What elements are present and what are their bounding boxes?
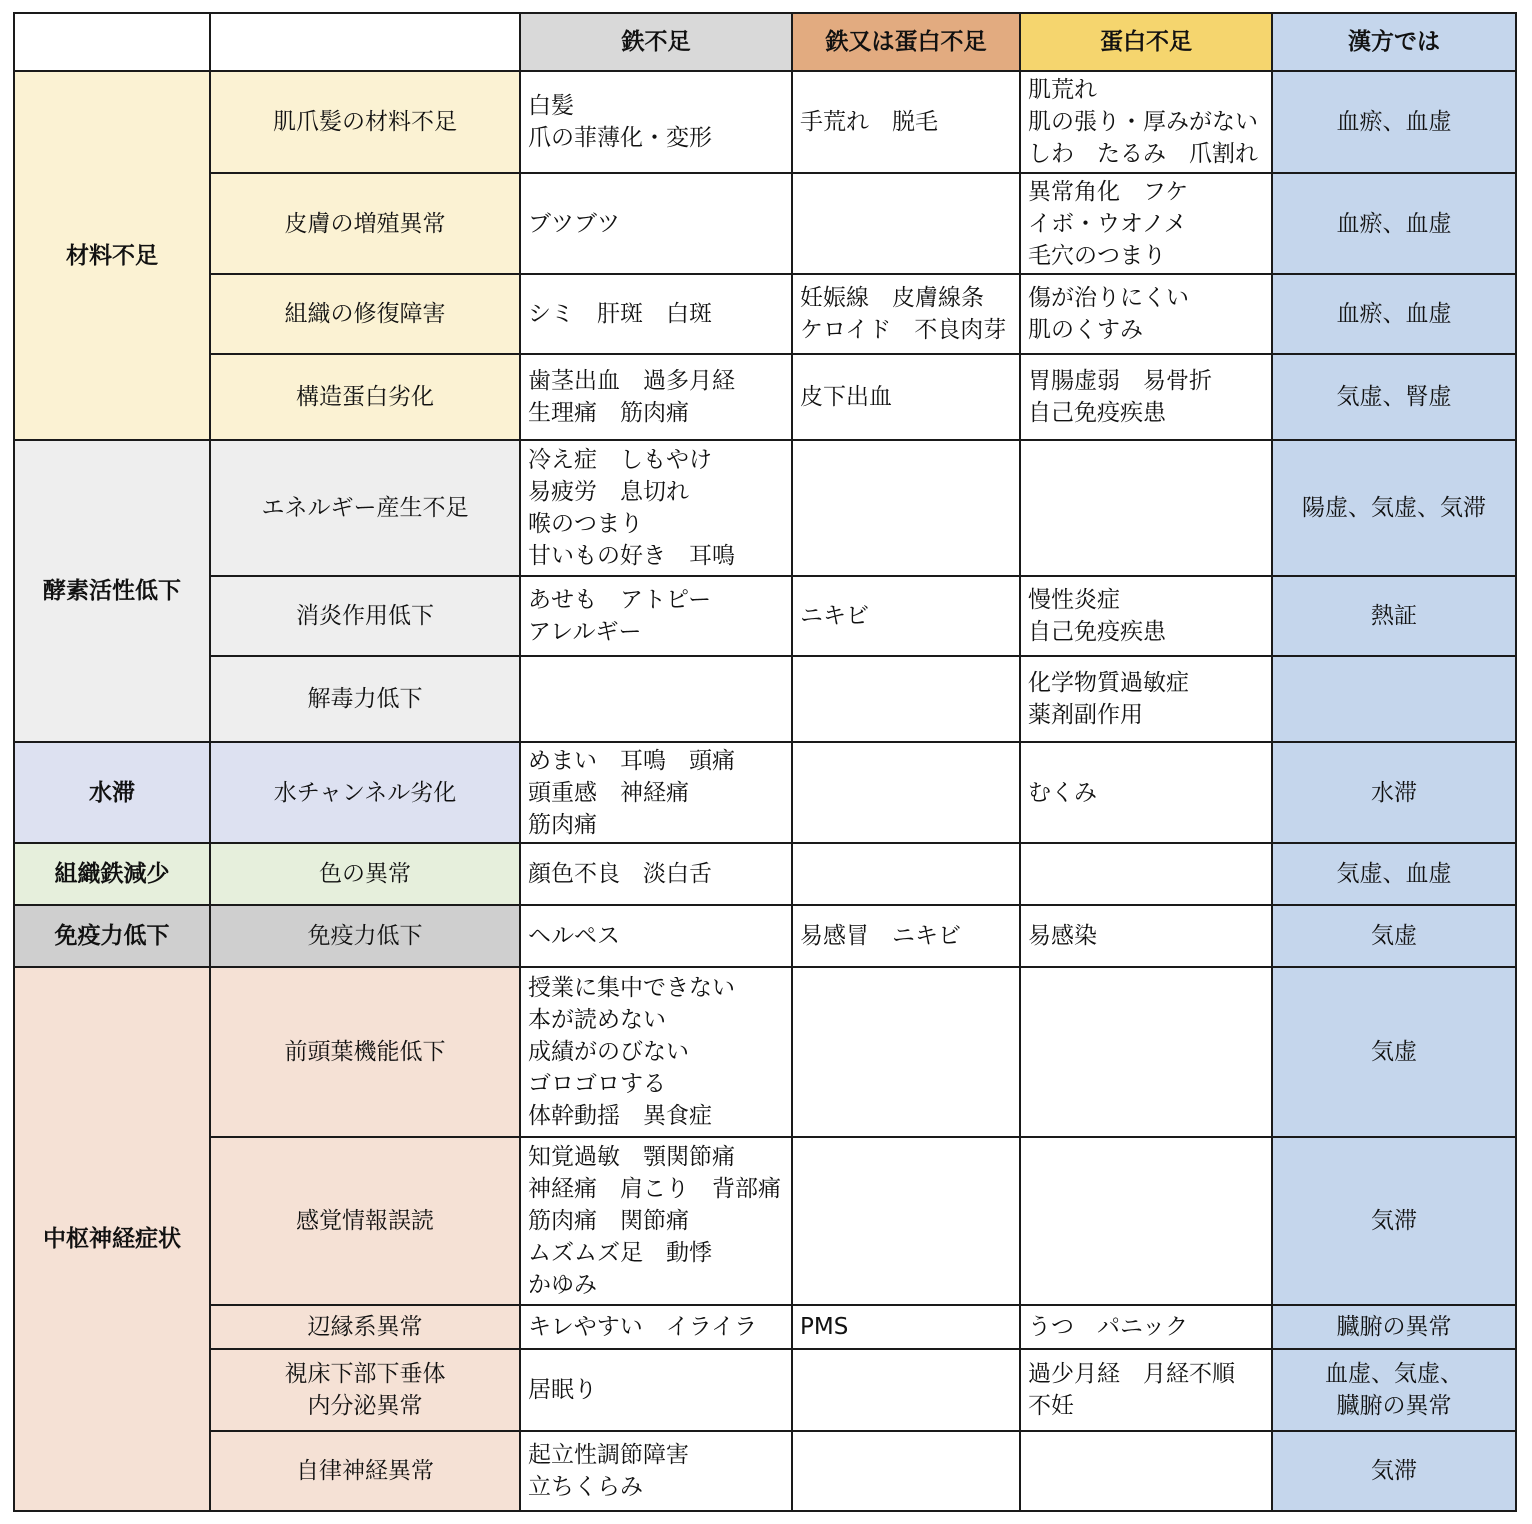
iron-or-protein-cell [792,742,1020,843]
cell-line: 喉のつまり [528,511,643,537]
table-row [14,274,1516,354]
sub-category-cell [210,354,520,440]
cell-line: ゴロゴロする [528,1071,666,1097]
iron-or-protein-cell [792,843,1020,905]
iron-cell [520,1137,792,1305]
group-label-immune: 免疫力低下 [14,905,210,967]
cell-line: 本が読めない [528,1007,666,1033]
cell-line: ブツブツ [528,210,620,237]
cell-line: 肌の張り・厚みがない [1028,109,1258,135]
kampo-cell [1272,354,1516,440]
cell-line: ヘルペス [528,923,620,949]
sub-category-cell [210,173,520,274]
kampo-cell [1272,656,1516,742]
sub-category-cell [210,742,520,843]
iron-or-protein-cell [792,354,1020,440]
cell-line: ムズムズ足 動悸 [528,1240,712,1266]
cell-line: 生理痛 筋肉痛 [528,400,689,426]
kampo-cell [1272,742,1516,843]
group-label-water: 水滞 [14,742,210,843]
cell-line: PMS [800,1314,849,1340]
group-label-tissue-iron: 組織鉄減少 [14,843,210,905]
iron-cell [520,905,792,967]
cell-line: 熱証 [1371,603,1417,629]
cell-line: あせも アトピー [528,587,712,613]
protein-cell [1020,440,1272,576]
cell-line: 臓腑の異常 [1336,1393,1452,1419]
iron-cell [520,656,792,742]
cell-line: キレやすい イライラ [528,1314,758,1340]
cell-line: 居眠り [528,1377,597,1403]
header-blank-1 [14,13,210,71]
protein-cell [1020,576,1272,656]
table-row [14,1349,1516,1431]
iron-or-protein-cell [792,905,1020,967]
cell-line: 化学物質過敏症 [1028,670,1189,696]
cell-line: 肌爪髪の材料不足 [273,109,457,135]
cell-line: 過少月経 月経不順 [1028,1361,1235,1387]
protein-cell [1020,1305,1272,1349]
cell-line: 自律神経異常 [296,1458,434,1484]
sub-category-cell [210,967,520,1137]
cell-line: 不妊 [1028,1393,1074,1419]
kampo-cell [1272,440,1516,576]
cell-line: 陽虚、気虚、気滞 [1302,495,1486,521]
sub-category-cell [210,274,520,354]
protein-cell [1020,905,1272,967]
table-row [14,742,1516,843]
cell-line: 視床下部下垂体 [284,1361,446,1387]
cell-line: ケロイド 不良肉芽 [800,317,1007,343]
table-row [14,1305,1516,1349]
kampo-cell [1272,173,1516,274]
cell-line: 免疫力低下 [307,923,423,949]
kampo-cell [1272,576,1516,656]
header-iron-or-protein: 鉄又は蛋白不足 [792,13,1020,71]
cell-line: 筋肉痛 [528,811,597,838]
cell-line: 成績がのびない [528,1039,689,1065]
cell-line: 消炎作用低下 [296,603,434,629]
group-label-material: 材料不足 [14,71,210,440]
cell-line: ニキビ [800,603,869,629]
kampo-cell [1272,71,1516,173]
cell-line: 顔色不良 淡白舌 [528,861,712,887]
header-kampo: 漢方では [1272,13,1516,71]
cell-line: 構造蛋白劣化 [296,384,434,410]
iron-cell [520,440,792,576]
protein-cell [1020,1137,1272,1305]
sub-category-cell [210,843,520,905]
cell-line: 血虚、気虚、 [1325,1361,1463,1387]
cell-line: 水滞 [1371,779,1417,806]
cell-line: 傷が治りにくい [1028,285,1189,311]
iron-or-protein-cell [792,576,1020,656]
cell-line: 異常角化 フケ [1028,178,1189,205]
cell-line: 毛穴のつまり [1028,242,1166,269]
table-row [14,905,1516,967]
cell-line: 筋肉痛 関節痛 [528,1208,689,1234]
cell-line: 起立性調節障害 [528,1442,689,1468]
cell-line: 色の異常 [319,861,411,887]
cell-line: 自己免疫疾患 [1028,400,1166,426]
cell-line: 血瘀、血虚 [1336,109,1452,135]
iron-cell [520,71,792,173]
cell-line: 前頭葉機能低下 [284,1039,446,1065]
cell-line: 血瘀、血虚 [1336,210,1452,237]
iron-cell [520,967,792,1137]
protein-cell [1020,967,1272,1137]
kampo-cell [1272,967,1516,1137]
header-protein: 蛋白不足 [1020,13,1272,71]
cell-line: 皮下出血 [800,384,892,410]
cell-line: むくみ [1028,779,1097,806]
cell-line: 立ちくらみ [528,1474,643,1500]
cell-line: 気滞 [1371,1458,1417,1484]
iron-or-protein-cell [792,1137,1020,1305]
cell-line: 白髪 [528,93,574,119]
protein-cell [1020,354,1272,440]
iron-or-protein-cell [792,71,1020,173]
cell-line: 内分泌異常 [307,1393,423,1419]
cell-line: 薬剤副作用 [1028,702,1143,728]
kampo-cell [1272,274,1516,354]
cell-line: 体幹動揺 異食症 [528,1103,712,1129]
cell-line: 胃腸虚弱 易骨折 [1028,368,1212,394]
cell-line: エネルギー産生不足 [261,495,469,521]
table-row [14,1137,1516,1305]
table-row [14,71,1516,173]
header-iron: 鉄不足 [520,13,792,71]
sub-category-cell [210,576,520,656]
protein-cell [1020,742,1272,843]
cell-line: 易疲労 息切れ [528,479,689,505]
cell-line: しわ たるみ 爪割れ [1028,141,1258,167]
iron-cell [520,1305,792,1349]
group-label-enzyme: 酵素活性低下 [14,440,210,742]
sub-category-cell [210,1305,520,1349]
protein-cell [1020,843,1272,905]
sub-category-cell [210,1349,520,1431]
cell-line: 知覚過敏 顎関節痛 [528,1144,735,1170]
header-blank-2 [210,13,520,71]
cell-line: 解毒力低下 [307,686,423,712]
iron-cell [520,843,792,905]
cell-line: 気虚、血虚 [1336,861,1452,887]
cell-line: 神経痛 肩こり 背部痛 [528,1176,781,1202]
cell-line: イボ・ウオノメ [1028,210,1187,237]
iron-cell [520,274,792,354]
cell-line: 頭重感 神経痛 [528,779,689,806]
cell-line: 手荒れ 脱毛 [800,109,938,135]
sub-category-cell [210,71,520,173]
iron-cell [520,1431,792,1511]
cell-line: 歯茎出血 過多月経 [528,368,735,394]
kampo-cell [1272,843,1516,905]
iron-or-protein-cell [792,1305,1020,1349]
protein-cell [1020,274,1272,354]
kampo-cell [1272,905,1516,967]
cell-line: 自己免疫疾患 [1028,619,1166,645]
iron-cell [520,576,792,656]
cell-line: 授業に集中できない [528,975,735,1001]
cell-line: 易感冒 ニキビ [800,923,961,949]
protein-cell [1020,71,1272,173]
protein-cell [1020,173,1272,274]
table-body [14,71,1516,1511]
table-row [14,1431,1516,1511]
table-row [14,576,1516,656]
kampo-cell [1272,1137,1516,1305]
sub-category-cell [210,656,520,742]
cell-line: 水チャンネル劣化 [273,779,457,806]
cell-line: めまい 耳鳴 頭痛 [528,747,735,774]
cell-line: 気虚 [1371,923,1417,949]
table-row [14,843,1516,905]
sub-category-cell [210,440,520,576]
cell-line: 易感染 [1028,923,1097,949]
cell-line: 慢性炎症 [1028,587,1120,613]
iron-or-protein-cell [792,1431,1020,1511]
cell-line: うつ パニック [1028,1314,1189,1340]
sub-category-cell [210,1431,520,1511]
cell-line: 気虚 [1371,1039,1417,1065]
cell-line: 甘いもの好き 耳鳴 [528,543,735,569]
sub-category-cell [210,1137,520,1305]
iron-or-protein-cell [792,173,1020,274]
cell-line: 爪の菲薄化・変形 [528,125,712,151]
protein-cell [1020,1431,1272,1511]
table-row [14,656,1516,742]
iron-cell [520,354,792,440]
cell-line: 血瘀、血虚 [1336,301,1452,327]
header-row [14,13,1516,71]
cell-line: 気滞 [1371,1208,1417,1234]
symptom-table [13,12,1517,1512]
cell-line: かゆみ [528,1272,597,1298]
iron-or-protein-cell [792,656,1020,742]
iron-cell [520,1349,792,1431]
protein-cell [1020,1349,1272,1431]
cell-line: 感覚情報誤読 [296,1208,434,1234]
kampo-cell [1272,1305,1516,1349]
iron-or-protein-cell [792,274,1020,354]
iron-or-protein-cell [792,967,1020,1137]
sub-category-cell [210,905,520,967]
cell-line: 肌荒れ [1028,77,1097,103]
kampo-cell [1272,1431,1516,1511]
cell-line: 組織の修復障害 [284,301,446,327]
cell-line: 臓腑の異常 [1336,1314,1452,1340]
cell-line: 気虚、腎虚 [1336,384,1452,410]
cell-line: 辺縁系異常 [307,1314,423,1340]
iron-cell [520,173,792,274]
cell-line: 冷え症 しもやけ [528,447,712,473]
iron-cell [520,742,792,843]
cell-line: 妊娠線 皮膚線条 [800,285,984,311]
table-row [14,354,1516,440]
table-row [14,440,1516,576]
cell-line: シミ 肝斑 白斑 [528,301,712,327]
table-row [14,173,1516,274]
protein-cell [1020,656,1272,742]
cell-line: 肌のくすみ [1028,317,1143,343]
table-row [14,967,1516,1137]
iron-or-protein-cell [792,440,1020,576]
cell-line: 皮膚の増殖異常 [284,210,446,237]
group-label-cns: 中枢神経症状 [14,967,210,1511]
iron-or-protein-cell [792,1349,1020,1431]
kampo-cell [1272,1349,1516,1431]
cell-line: アレルギー [528,619,642,645]
